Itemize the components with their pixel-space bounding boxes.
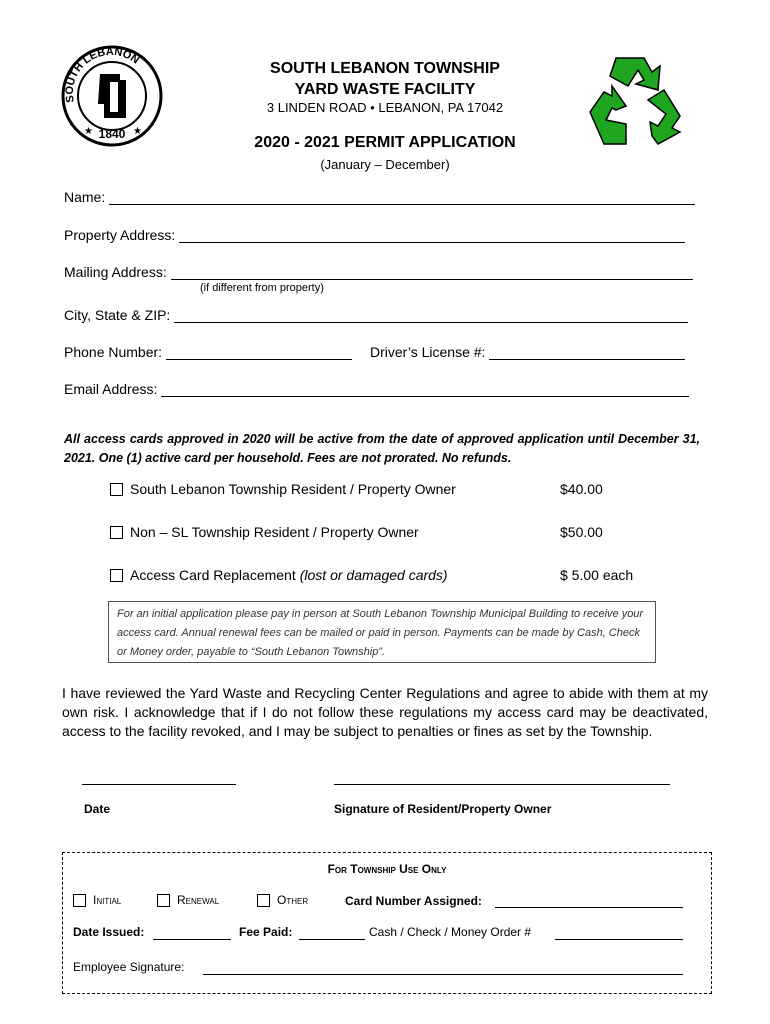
svg-text:★: ★ <box>133 126 142 137</box>
header-title: SOUTH LEBANON TOWNSHIP YARD WASTE FACILITY <box>270 60 500 98</box>
header-address: 3 LINDEN ROAD • LEBANON, PA 17042 <box>266 100 504 115</box>
email-field <box>64 380 689 397</box>
checkbox[interactable] <box>110 569 123 582</box>
city-state-zip-label: City, State & ZIP: <box>64 307 171 323</box>
email-input[interactable] <box>161 380 689 397</box>
phone-input[interactable] <box>166 343 352 360</box>
seal-year: 1840 <box>98 127 126 141</box>
option-price: $40.00 <box>560 481 603 497</box>
checkbox[interactable] <box>257 894 270 907</box>
employee-signature-label: Employee Signature: <box>73 960 185 974</box>
option-label: South Lebanon Township Resident / Property Owner <box>130 481 456 497</box>
money-order-input[interactable] <box>555 939 683 940</box>
option-nonresident[interactable] <box>110 524 419 540</box>
card-number-input[interactable] <box>495 907 683 908</box>
township-seal <box>60 44 164 148</box>
option-label: Non – SL Township Resident / Property Owner <box>130 524 419 540</box>
checkbox[interactable] <box>157 894 170 907</box>
other-option[interactable]: Other <box>257 893 308 907</box>
option-note: (lost or damaged cards) <box>299 567 448 583</box>
mailing-address-input[interactable] <box>171 263 693 280</box>
signature-label: Signature of Resident/Property Owner <box>334 802 552 816</box>
office-title: For Township Use Only <box>327 862 447 876</box>
fee-paid-label: Fee Paid: <box>239 925 293 939</box>
mailing-address-label: Mailing Address: <box>64 264 167 280</box>
option-price: $ 5.00 each <box>560 567 634 583</box>
checkbox[interactable] <box>110 483 123 496</box>
date-line[interactable] <box>82 784 236 785</box>
card-number-label: Card Number Assigned: <box>345 894 482 908</box>
phone-label: Phone Number: <box>64 344 163 360</box>
option-resident[interactable] <box>110 481 456 497</box>
phone-field <box>64 343 352 360</box>
name-field <box>64 188 695 205</box>
date-label: Date <box>84 802 111 816</box>
property-address-field <box>64 226 685 243</box>
license-input[interactable] <box>489 343 685 360</box>
checkbox[interactable] <box>110 526 123 539</box>
license-field <box>370 343 685 360</box>
payment-methods-label: Cash / Check / Money Order # <box>369 925 532 939</box>
license-label: Driver’s License #: <box>370 344 486 360</box>
employee-signature-input[interactable] <box>203 974 683 975</box>
agreement-text: I have reviewed the Yard Waste and Recycling Center Regulations and agree to abide with them at my own risk. I acknowledge that if I do not follow these regulations my access card may be deactivated, access to the facility revoked, and I may be subject to penalties or fines as set by the Township. <box>62 685 708 739</box>
permit-title: 2020 - 2021 PERMIT APPLICATION <box>254 134 516 151</box>
email-label: Email Address: <box>64 381 158 397</box>
city-state-zip-input[interactable] <box>174 306 688 323</box>
seal-text: SOUTH LEBANON <box>63 45 142 104</box>
signature-line[interactable] <box>334 784 670 785</box>
option-replacement[interactable] <box>110 567 448 583</box>
renewal-option[interactable]: Renewal <box>157 893 219 907</box>
payment-info-box: For an initial application please pay in person at South Lebanon Township Municipal Building to receive your access card. Annual renewal fees can be mailed or paid in person. Payments can be made by Cash, Check or Money order, payable to “South Lebanon Township”. <box>108 601 656 663</box>
recycle-icon <box>586 50 690 154</box>
township-use-box <box>62 852 712 994</box>
property-address-label: Property Address: <box>64 227 176 243</box>
option-label: Access Card Replacement <box>130 567 296 583</box>
permit-subtitle: (January – December) <box>320 157 450 172</box>
svg-text:★: ★ <box>84 126 93 137</box>
date-issued-label: Date Issued: <box>73 925 145 939</box>
property-address-input[interactable] <box>179 226 685 243</box>
date-issued-input[interactable] <box>153 939 231 940</box>
name-label: Name: <box>64 189 106 205</box>
initial-option[interactable]: Initial <box>73 893 121 907</box>
mailing-address-note: (if different from property) <box>200 282 324 294</box>
option-price: $50.00 <box>560 524 603 540</box>
checkbox[interactable] <box>73 894 86 907</box>
fee-paid-input[interactable] <box>299 939 365 940</box>
mailing-address-field <box>64 263 693 280</box>
city-state-zip-field <box>64 306 688 323</box>
name-input[interactable] <box>109 188 695 205</box>
notice-text: All access cards approved in 2020 will be active from the date of approved application until December 31, 2021. One (1) active card per household. Fees are not prorated. No refunds. <box>64 432 700 465</box>
